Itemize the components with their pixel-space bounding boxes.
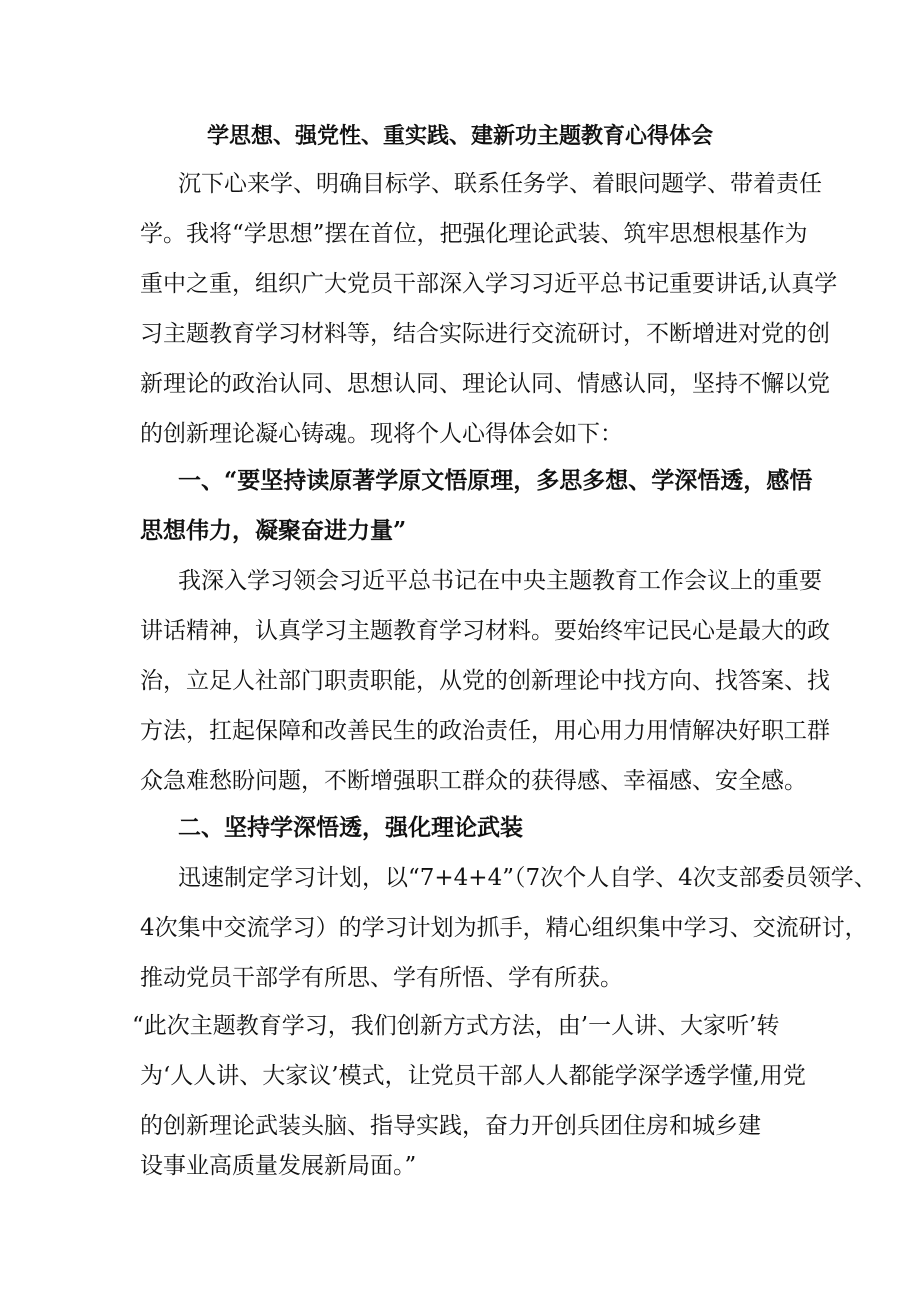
quote-line: “此次主题教育学习，我们创新方式方法，由’一人讲、大家听’转 bbox=[132, 1013, 780, 1039]
section1-line: 众急难愁盼问题，不断增强职工群众的获得感、幸福感、安全感。 bbox=[140, 768, 807, 794]
section1-line: 治，立足人社部门职责职能，从党的创新理论中找方向、找答案、找 bbox=[140, 668, 830, 694]
section1-line: 方法，扛起保障和改善民生的政治责任，用心用力用情解决好职工群 bbox=[140, 718, 830, 744]
section1-line: 我深入学习领会习近平总书记在中央主题教育工作会议上的重要 bbox=[178, 568, 822, 594]
section2-line: 迅速制定学习计划，以“7+4+4”（7次个人自学、4次支部委员领学、 bbox=[178, 865, 877, 891]
document-title: 学思想、强党性、重实践、建新功主题教育心得体会 bbox=[206, 123, 713, 149]
quote-line: 设事业高质量发展新局面。” bbox=[140, 1153, 417, 1179]
intro-line: 习主题教育学习材料等，结合实际进行交流研讨，不断增进对党的创 bbox=[140, 321, 830, 347]
section-heading-1: 一、“要坚持读原著学原文悟原理，多思多想、学深悟透，感悟 bbox=[178, 467, 813, 494]
intro-line: 的创新理论凝心铸魂。现将个人心得体会如下： bbox=[140, 421, 623, 447]
section2-line: 4次集中交流学习）的学习计划为抓手，精心组织集中学习、交流研讨， bbox=[140, 915, 868, 941]
quote-line: 的创新理论武装头脑、指导实践，奋力开创兵团住房和城乡建 bbox=[140, 1113, 761, 1139]
section-heading-2: 二、坚持学深悟透，强化理论武装 bbox=[178, 814, 523, 841]
section-heading-1: 思想伟力，凝聚奋进力量” bbox=[140, 517, 407, 544]
intro-line: 学。我将“学思想”摆在首位，把强化理论武装、筑牢思想根基作为 bbox=[140, 221, 808, 247]
quote-line: 为‘人人讲、大家议’模式，让党员干部人人都能学深学透学懂,用党 bbox=[140, 1063, 806, 1089]
intro-line: 沉下心来学、明确目标学、联系任务学、着眼问题学、带着责任 bbox=[178, 171, 822, 197]
section2-line: 推动党员干部学有所思、学有所悟、学有所获。 bbox=[140, 965, 623, 991]
intro-line: 重中之重，组织广大党员干部深入学习习近平总书记重要讲话,认真学 bbox=[140, 271, 838, 297]
intro-line: 新理论的政治认同、思想认同、理论认同、情感认同，坚持不懈以党 bbox=[140, 371, 830, 397]
section1-line: 讲话精神，认真学习主题教育学习材料。要始终牢记民心是最大的政 bbox=[140, 618, 830, 644]
